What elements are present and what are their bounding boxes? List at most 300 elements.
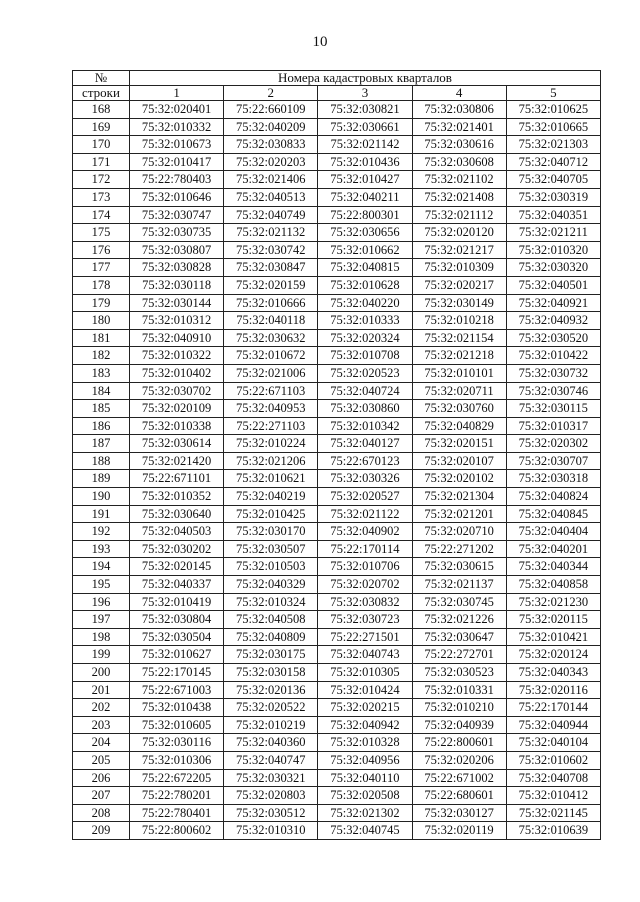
table-row [73, 664, 601, 682]
column-header: 2 [224, 86, 318, 101]
cadastral-number-cell: 75:32:020710 [412, 523, 506, 541]
table-row [73, 804, 601, 822]
cadastral-number-cell: 75:32:010324 [224, 593, 318, 611]
table-row [73, 347, 601, 365]
row-number-cell: 176 [73, 241, 130, 259]
cadastral-number-cell: 75:22:271202 [412, 540, 506, 558]
row-number-cell: 203 [73, 716, 130, 734]
cadastral-number-cell: 75:32:030745 [412, 593, 506, 611]
table-row [73, 276, 601, 294]
table-row [73, 188, 601, 206]
table-row [73, 822, 601, 840]
table-row [73, 505, 601, 523]
table-row [73, 241, 601, 259]
cadastral-number-cell: 75:32:010210 [412, 699, 506, 717]
cadastral-number-cell: 75:32:030127 [412, 804, 506, 822]
cadastral-number-cell: 75:32:030507 [224, 540, 318, 558]
row-number-cell: 182 [73, 347, 130, 365]
table-row [73, 206, 601, 224]
cadastral-number-cell: 75:32:030115 [506, 400, 600, 418]
cadastral-number-cell: 75:32:010328 [318, 734, 412, 752]
cadastral-number-cell: 75:32:021137 [412, 576, 506, 594]
cadastral-number-cell: 75:32:040508 [224, 611, 318, 629]
cadastral-number-cell: 75:32:040501 [506, 276, 600, 294]
cadastral-number-cell: 75:32:030170 [224, 523, 318, 541]
cadastral-number-cell: 75:32:040503 [130, 523, 224, 541]
row-number-cell: 207 [73, 787, 130, 805]
cadastral-number-cell: 75:32:030320 [506, 259, 600, 277]
table-row [73, 435, 601, 453]
cadastral-number-cell: 75:32:030746 [506, 382, 600, 400]
cadastral-number-cell: 75:32:030202 [130, 540, 224, 558]
cadastral-number-cell: 75:32:020136 [224, 681, 318, 699]
table-row [73, 769, 601, 787]
table-row [73, 452, 601, 470]
cadastral-number-cell: 75:32:040858 [506, 576, 600, 594]
cadastral-number-cell: 75:32:010224 [224, 435, 318, 453]
cadastral-number-cell: 75:22:671002 [412, 769, 506, 787]
cadastral-number-cell: 75:22:170144 [506, 699, 600, 717]
cadastral-number-cell: 75:32:040118 [224, 312, 318, 330]
row-number-cell: 195 [73, 576, 130, 594]
cadastral-number-cell: 75:32:020107 [412, 452, 506, 470]
cadastral-number-cell: 75:32:040513 [224, 188, 318, 206]
cadastral-number-cell: 75:32:010306 [130, 751, 224, 769]
table-row [73, 153, 601, 171]
cadastral-quarters-table [72, 70, 601, 840]
cadastral-number-cell: 75:32:040344 [506, 558, 600, 576]
cadastral-number-cell: 75:32:040329 [224, 576, 318, 594]
row-number-cell: 204 [73, 734, 130, 752]
cadastral-number-cell: 75:32:030318 [506, 470, 600, 488]
cadastral-number-cell: 75:32:030807 [130, 241, 224, 259]
cadastral-number-cell: 75:32:021217 [412, 241, 506, 259]
table-row [73, 329, 601, 347]
cadastral-number-cell: 75:22:271103 [224, 417, 318, 435]
cadastral-number-cell: 75:32:010646 [130, 188, 224, 206]
table-row [73, 364, 601, 382]
cadastral-number-cell: 75:22:800301 [318, 206, 412, 224]
cadastral-number-cell: 75:32:010352 [130, 488, 224, 506]
cadastral-number-cell: 75:32:020109 [130, 400, 224, 418]
row-number-cell: 185 [73, 400, 130, 418]
cadastral-number-cell: 75:32:010602 [506, 751, 600, 769]
cadastral-number-cell: 75:32:021420 [130, 452, 224, 470]
cadastral-number-cell: 75:32:020523 [318, 364, 412, 382]
cadastral-number-cell: 75:32:040337 [130, 576, 224, 594]
cadastral-number-cell: 75:32:030118 [130, 276, 224, 294]
table-body [73, 101, 601, 840]
cadastral-number-cell: 75:32:040705 [506, 171, 600, 189]
cadastral-number-cell: 75:32:010672 [224, 347, 318, 365]
row-number-cell: 177 [73, 259, 130, 277]
cadastral-number-cell: 75:32:030614 [130, 435, 224, 453]
cadastral-number-cell: 75:32:010331 [412, 681, 506, 699]
table-row [73, 646, 601, 664]
row-number-cell: 193 [73, 540, 130, 558]
cadastral-number-cell: 75:32:010305 [318, 664, 412, 682]
table-row [73, 118, 601, 136]
cadastral-number-cell: 75:32:040747 [224, 751, 318, 769]
cadastral-number-cell: 75:32:030821 [318, 101, 412, 119]
table-row [73, 488, 601, 506]
cadastral-number-cell: 75:32:030735 [130, 224, 224, 242]
row-number-cell: 189 [73, 470, 130, 488]
column-header-row [73, 86, 601, 101]
cadastral-number-cell: 75:32:040404 [506, 523, 600, 541]
table-row [73, 382, 601, 400]
cadastral-number-cell: 75:32:030319 [506, 188, 600, 206]
cadastral-number-cell: 75:32:020120 [412, 224, 506, 242]
cadastral-number-cell: 75:32:010338 [130, 417, 224, 435]
row-number-cell: 175 [73, 224, 130, 242]
cadastral-number-cell: 75:32:021145 [506, 804, 600, 822]
cadastral-number-cell: 75:32:010101 [412, 364, 506, 382]
cadastral-number-cell: 75:32:021206 [224, 452, 318, 470]
table-header-row [73, 71, 601, 86]
column-header: 4 [412, 86, 506, 101]
row-number-cell: 198 [73, 628, 130, 646]
cadastral-number-cell: 75:32:020401 [130, 101, 224, 119]
cadastral-number-cell: 75:32:020711 [412, 382, 506, 400]
cadastral-number-cell: 75:32:030149 [412, 294, 506, 312]
cadastral-number-cell: 75:32:030158 [224, 664, 318, 682]
row-number-cell: 206 [73, 769, 130, 787]
row-number-cell: 168 [73, 101, 130, 119]
cadastral-number-cell: 75:32:020215 [318, 699, 412, 717]
cadastral-number-cell: 75:32:010706 [318, 558, 412, 576]
cadastral-number-cell: 75:22:780403 [130, 171, 224, 189]
cadastral-number-cell: 75:32:030512 [224, 804, 318, 822]
column-header: 3 [318, 86, 412, 101]
cadastral-number-cell: 75:32:030707 [506, 452, 600, 470]
cadastral-number-cell: 75:32:040921 [506, 294, 600, 312]
cadastral-number-cell: 75:32:020324 [318, 329, 412, 347]
cadastral-number-cell: 75:32:020115 [506, 611, 600, 629]
row-number-header-label: строки [73, 86, 130, 101]
row-number-cell: 202 [73, 699, 130, 717]
row-number-cell: 186 [73, 417, 130, 435]
row-number-cell: 169 [73, 118, 130, 136]
cadastral-number-cell: 75:32:020119 [412, 822, 506, 840]
cadastral-number-cell: 75:32:010628 [318, 276, 412, 294]
cadastral-number-cell: 75:32:020151 [412, 435, 506, 453]
table-row [73, 734, 601, 752]
cadastral-number-cell: 75:32:021302 [318, 804, 412, 822]
table-row [73, 540, 601, 558]
row-number-cell: 209 [73, 822, 130, 840]
row-number-cell: 180 [73, 312, 130, 330]
table-row [73, 716, 601, 734]
cadastral-number-cell: 75:22:660109 [224, 101, 318, 119]
table-row [73, 628, 601, 646]
cadastral-number-cell: 75:32:010503 [224, 558, 318, 576]
cadastral-number-cell: 75:32:010427 [318, 171, 412, 189]
cadastral-number-cell: 75:32:030326 [318, 470, 412, 488]
cadastral-number-cell: 75:32:020102 [412, 470, 506, 488]
cadastral-number-cell: 75:32:040944 [506, 716, 600, 734]
cadastral-number-cell: 75:32:030804 [130, 611, 224, 629]
cadastral-number-cell: 75:32:010424 [318, 681, 412, 699]
cadastral-number-cell: 75:32:030523 [412, 664, 506, 682]
cadastral-number-cell: 75:32:010402 [130, 364, 224, 382]
table-row [73, 751, 601, 769]
cadastral-number-cell: 75:32:040939 [412, 716, 506, 734]
cadastral-number-cell: 75:32:010322 [130, 347, 224, 365]
table-row [73, 101, 601, 119]
cadastral-number-cell: 75:22:800601 [412, 734, 506, 752]
cadastral-number-cell: 75:32:010425 [224, 505, 318, 523]
cadastral-number-cell: 75:32:040708 [506, 769, 600, 787]
cadastral-number-cell: 75:32:040902 [318, 523, 412, 541]
cadastral-number-cell: 75:32:021006 [224, 364, 318, 382]
cadastral-number-cell: 75:32:010422 [506, 347, 600, 365]
cadastral-number-cell: 75:32:030504 [130, 628, 224, 646]
cadastral-number-cell: 75:22:170145 [130, 664, 224, 682]
cadastral-number-cell: 75:32:040845 [506, 505, 600, 523]
cadastral-number-cell: 75:32:021132 [224, 224, 318, 242]
cadastral-number-cell: 75:32:010662 [318, 241, 412, 259]
table-row [73, 259, 601, 277]
cadastral-number-cell: 75:22:800602 [130, 822, 224, 840]
row-number-cell: 188 [73, 452, 130, 470]
cadastral-number-cell: 75:32:021226 [412, 611, 506, 629]
cadastral-number-cell: 75:32:010627 [130, 646, 224, 664]
row-number-cell: 199 [73, 646, 130, 664]
row-number-cell: 190 [73, 488, 130, 506]
cadastral-number-cell: 75:22:780401 [130, 804, 224, 822]
cadastral-number-cell: 75:32:040724 [318, 382, 412, 400]
cadastral-number-cell: 75:32:030747 [130, 206, 224, 224]
cadastral-number-cell: 75:32:021122 [318, 505, 412, 523]
cadastral-number-cell: 75:32:030860 [318, 400, 412, 418]
row-number-cell: 192 [73, 523, 130, 541]
cadastral-number-cell: 75:32:040110 [318, 769, 412, 787]
cadastral-number-cell: 75:32:021218 [412, 347, 506, 365]
row-number-cell: 171 [73, 153, 130, 171]
table-row [73, 593, 601, 611]
cadastral-number-cell: 75:32:040201 [506, 540, 600, 558]
cadastral-number-cell: 75:32:040219 [224, 488, 318, 506]
cadastral-number-cell: 75:32:021401 [412, 118, 506, 136]
row-number-cell: 201 [73, 681, 130, 699]
cadastral-number-cell: 75:32:030760 [412, 400, 506, 418]
cadastral-number-cell: 75:32:040209 [224, 118, 318, 136]
table-row [73, 312, 601, 330]
row-number-cell: 184 [73, 382, 130, 400]
cadastral-number-cell: 75:32:040824 [506, 488, 600, 506]
table-row [73, 699, 601, 717]
cadastral-number-cell: 75:32:010320 [506, 241, 600, 259]
row-number-cell: 172 [73, 171, 130, 189]
row-number-cell: 191 [73, 505, 130, 523]
row-number-cell: 200 [73, 664, 130, 682]
cadastral-number-cell: 75:32:040910 [130, 329, 224, 347]
cadastral-number-cell: 75:32:010665 [506, 118, 600, 136]
table-row [73, 294, 601, 312]
table-row [73, 224, 601, 242]
cadastral-number-cell: 75:32:040942 [318, 716, 412, 734]
cadastral-number-cell: 75:32:020702 [318, 576, 412, 594]
cadastral-number-cell: 75:32:030144 [130, 294, 224, 312]
table-row [73, 523, 601, 541]
cadastral-number-cell: 75:32:010621 [224, 470, 318, 488]
table-row [73, 417, 601, 435]
cadastral-number-cell: 75:32:040127 [318, 435, 412, 453]
cadastral-number-cell: 75:32:010310 [224, 822, 318, 840]
row-number-cell: 197 [73, 611, 130, 629]
cadastral-number-cell: 75:32:010219 [224, 716, 318, 734]
cadastral-number-cell: 75:32:030828 [130, 259, 224, 277]
cadastral-number-cell: 75:32:030702 [130, 382, 224, 400]
cadastral-number-cell: 75:32:030608 [412, 153, 506, 171]
cadastral-number-cell: 75:32:021142 [318, 136, 412, 154]
cadastral-number-cell: 75:32:030833 [224, 136, 318, 154]
cadastral-number-cell: 75:32:020206 [412, 751, 506, 769]
cadastral-number-cell: 75:32:040712 [506, 153, 600, 171]
cadastral-number-cell: 75:32:030742 [224, 241, 318, 259]
group-header: Номера кадастровых кварталов [130, 71, 601, 86]
cadastral-number-cell: 75:22:680601 [412, 787, 506, 805]
cadastral-number-cell: 75:32:010625 [506, 101, 600, 119]
cadastral-number-cell: 75:32:040745 [318, 822, 412, 840]
cadastral-number-cell: 75:32:021102 [412, 171, 506, 189]
table-row [73, 681, 601, 699]
cadastral-number-cell: 75:32:021304 [412, 488, 506, 506]
cadastral-number-cell: 75:32:040220 [318, 294, 412, 312]
cadastral-number-cell: 75:32:030640 [130, 505, 224, 523]
row-number-cell: 205 [73, 751, 130, 769]
column-header: 5 [506, 86, 600, 101]
cadastral-number-cell: 75:32:030615 [412, 558, 506, 576]
cadastral-number-cell: 75:32:040749 [224, 206, 318, 224]
cadastral-number-cell: 75:32:020217 [412, 276, 506, 294]
column-header: 1 [130, 86, 224, 101]
cadastral-number-cell: 75:32:021154 [412, 329, 506, 347]
cadastral-number-cell: 75:32:040743 [318, 646, 412, 664]
cadastral-number-cell: 75:32:040953 [224, 400, 318, 418]
table-row [73, 611, 601, 629]
cadastral-number-cell: 75:32:010312 [130, 312, 224, 330]
cadastral-number-cell: 75:32:020527 [318, 488, 412, 506]
cadastral-number-cell: 75:32:030616 [412, 136, 506, 154]
row-number-cell: 173 [73, 188, 130, 206]
cadastral-number-cell: 75:32:020302 [506, 435, 600, 453]
table-row [73, 171, 601, 189]
cadastral-number-cell: 75:32:010309 [412, 259, 506, 277]
cadastral-number-cell: 75:32:040360 [224, 734, 318, 752]
cadastral-number-cell: 75:32:010666 [224, 294, 318, 312]
cadastral-number-cell: 75:32:030116 [130, 734, 224, 752]
page-number: 10 [312, 34, 328, 50]
cadastral-number-cell: 75:22:670123 [318, 452, 412, 470]
row-number-cell: 181 [73, 329, 130, 347]
cadastral-number-cell: 75:32:021406 [224, 171, 318, 189]
cadastral-number-cell: 75:22:271501 [318, 628, 412, 646]
row-number-cell: 183 [73, 364, 130, 382]
cadastral-number-cell: 75:32:040815 [318, 259, 412, 277]
cadastral-number-cell: 75:32:030723 [318, 611, 412, 629]
cadastral-number-cell: 75:32:010708 [318, 347, 412, 365]
cadastral-number-cell: 75:32:040104 [506, 734, 600, 752]
cadastral-number-cell: 75:32:010419 [130, 593, 224, 611]
cadastral-number-cell: 75:32:010412 [506, 787, 600, 805]
cadastral-number-cell: 75:32:030632 [224, 329, 318, 347]
cadastral-number-cell: 75:22:780201 [130, 787, 224, 805]
row-number-cell: 170 [73, 136, 130, 154]
cadastral-number-cell: 75:32:010639 [506, 822, 600, 840]
cadastral-number-cell: 75:32:010438 [130, 699, 224, 717]
cadastral-number-cell: 75:32:010317 [506, 417, 600, 435]
cadastral-number-cell: 75:32:021201 [412, 505, 506, 523]
cadastral-number-cell: 75:32:040932 [506, 312, 600, 330]
table-row [73, 576, 601, 594]
cadastral-number-cell: 75:22:672205 [130, 769, 224, 787]
cadastral-number-cell: 75:32:030520 [506, 329, 600, 347]
cadastral-number-cell: 75:32:030647 [412, 628, 506, 646]
cadastral-number-cell: 75:32:040809 [224, 628, 318, 646]
cadastral-number-cell: 75:32:010332 [130, 118, 224, 136]
cadastral-number-cell: 75:32:020803 [224, 787, 318, 805]
cadastral-number-cell: 75:32:030656 [318, 224, 412, 242]
table-row [73, 558, 601, 576]
cadastral-number-cell: 75:22:170114 [318, 540, 412, 558]
cadastral-number-cell: 75:32:021408 [412, 188, 506, 206]
row-number-cell: 208 [73, 804, 130, 822]
cadastral-number-cell: 75:22:671003 [130, 681, 224, 699]
cadastral-number-cell: 75:32:010417 [130, 153, 224, 171]
table-row [73, 787, 601, 805]
cadastral-number-cell: 75:32:010605 [130, 716, 224, 734]
row-number-cell: 196 [73, 593, 130, 611]
row-number-cell: 187 [73, 435, 130, 453]
cadastral-number-cell: 75:32:030321 [224, 769, 318, 787]
cadastral-number-cell: 75:32:010436 [318, 153, 412, 171]
cadastral-number-cell: 75:32:040829 [412, 417, 506, 435]
cadastral-number-cell: 75:32:040956 [318, 751, 412, 769]
cadastral-number-cell: 75:32:020522 [224, 699, 318, 717]
table-row [73, 470, 601, 488]
cadastral-number-cell: 75:22:272701 [412, 646, 506, 664]
table-row [73, 136, 601, 154]
table-row [73, 400, 601, 418]
cadastral-number-cell: 75:32:021112 [412, 206, 506, 224]
cadastral-number-cell: 75:32:030732 [506, 364, 600, 382]
cadastral-number-cell: 75:32:040211 [318, 188, 412, 206]
row-number-cell: 174 [73, 206, 130, 224]
cadastral-number-cell: 75:32:030175 [224, 646, 318, 664]
cadastral-number-cell: 75:32:021211 [506, 224, 600, 242]
cadastral-number-cell: 75:32:010673 [130, 136, 224, 154]
cadastral-number-cell: 75:32:020145 [130, 558, 224, 576]
cadastral-number-cell: 75:22:671101 [130, 470, 224, 488]
cadastral-number-cell: 75:32:040351 [506, 206, 600, 224]
cadastral-number-cell: 75:32:030832 [318, 593, 412, 611]
cadastral-number-cell: 75:32:010421 [506, 628, 600, 646]
cadastral-number-cell: 75:32:020508 [318, 787, 412, 805]
cadastral-number-cell: 75:32:030847 [224, 259, 318, 277]
row-number-cell: 178 [73, 276, 130, 294]
row-number-cell: 194 [73, 558, 130, 576]
cadastral-number-cell: 75:32:010218 [412, 312, 506, 330]
cadastral-number-cell: 75:32:021230 [506, 593, 600, 611]
cadastral-number-cell: 75:32:010342 [318, 417, 412, 435]
cadastral-number-cell: 75:32:030806 [412, 101, 506, 119]
cadastral-number-cell: 75:32:021303 [506, 136, 600, 154]
row-number-cell: 179 [73, 294, 130, 312]
cadastral-number-cell: 75:32:040343 [506, 664, 600, 682]
cadastral-number-cell: 75:32:020159 [224, 276, 318, 294]
